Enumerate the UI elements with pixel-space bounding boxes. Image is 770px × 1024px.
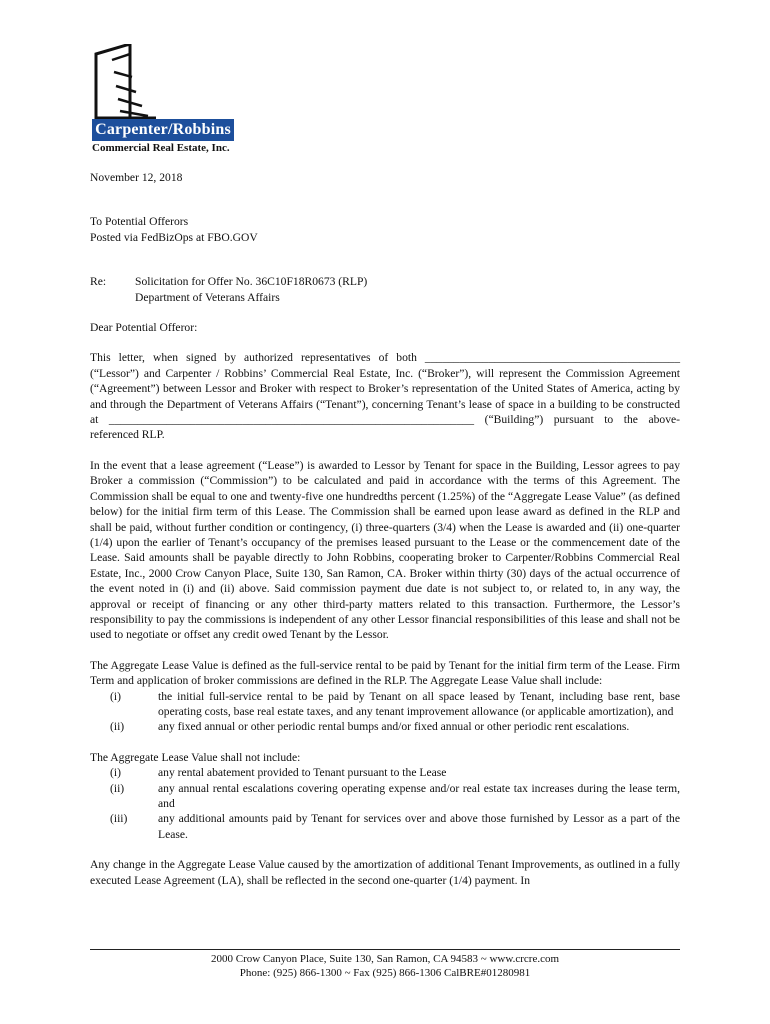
footer-contact: Phone: (925) 866-1300 ~ Fax (925) 866-1306 CalBRE#01280981 (239, 967, 531, 979)
list-text: any fixed annual or other periodic rental bumps and/or fixed annual or other periodic rent escalations. (158, 720, 630, 734)
letter-body (90, 170, 680, 888)
letter-date: November 12, 2018 (90, 171, 183, 184)
logo-brand: Carpenter/Robbins (92, 119, 234, 141)
paragraph-3: The Aggregate Lease Value is defined as the full-service rental to be paid by Tenant for the initial firm term of the Lease. Firm Term and application of broker commissions are defined in the RLP. The Aggregate Lease Value shall include: (90, 658, 680, 688)
page-footer (90, 949, 680, 980)
exclude-item (90, 781, 680, 812)
salutation: Dear Potential Offeror: (90, 321, 198, 335)
footer-address: 2000 Crow Canyon Place, Suite 130, San Ramon, CA 94583 ~ www.crcre.com (210, 953, 560, 965)
building-icon (90, 44, 160, 120)
list-number: (ii) (110, 720, 125, 734)
list-number: (ii) (110, 781, 125, 795)
re-line-2: Department of Veterans Affairs (135, 290, 280, 304)
list-text: any additional amounts paid by Tenant for services over and above those furnished by Lessor as a part of the Lease. (158, 812, 680, 841)
include-item (90, 719, 680, 734)
list-number: (iii) (110, 812, 128, 826)
recipient-line-1: To Potential Offerors (90, 215, 189, 229)
list-number: (i) (110, 689, 121, 703)
list-number: (i) (110, 766, 121, 780)
subject-block (90, 274, 680, 305)
paragraph-4: Any change in the Aggregate Lease Value caused by the amortization of additional Tenant Improvements, as outlined in a fully executed Lease Agreement (LA), shall be reflected in the second one-quarter (1/4) payment. In (90, 858, 680, 887)
exclude-intro: The Aggregate Lease Value shall not include: (90, 750, 301, 764)
logo-subtitle: Commercial Real Estate, Inc. (92, 142, 230, 154)
exclude-item (90, 811, 680, 842)
exclude-item (90, 765, 680, 780)
company-logo (90, 44, 240, 159)
paragraph-2: In the event that a lease agreement (“Lease”) is awarded to Lessor by Tenant for space in the Building, Lessor agrees to pay Broker a commission (“Commission”) to be calculated and paid in accordance with the terms of this Agreement. The Commission shall be equal to one and twenty-five one hundredths percent (1.25%) of the “Aggregate Lease Value” (as defined below) for the initial firm term of this Lease. The Commission shall be earned upon lease award as defined in the RLP and shall be paid, without further condition or contingency, (i) three-quarters (3/4) when the Lease is awarded and (ii) one-quarter (1/4) upon the earlier of Tenant’s occupancy of the premises leased pursuant to the Lease or the commencement date of the Lease. Said amounts shall be payable directly to John Robbins, cooperating broker to Carpenter/Robbins Commercial Real Estate, Inc., 2000 Crow Canyon Place, Suite 130, San Ramon, CA. Broker within thirty (30) days of the actual occurrence of the event noted in (i) and (ii) above. Said commission payment due date is not subject to, or related to, in any way, the approval or receipt of financing or any other third-party matters related to this transaction. Furthermore, the Lessor’s responsibility to pay the commissions is independent of any other Lessor financial responsibilities of this lease and shall not be used to negotiate or offset any credit owed Tenant by the Lessor. (90, 458, 680, 642)
include-item (90, 689, 680, 720)
re-line-1: Solicitation for Offer No. 36C10F18R0673 (RLP) (135, 275, 368, 289)
list-text: any annual rental escalations covering operating expense and/or real estate tax increases during the lease term, and (158, 781, 680, 810)
recipient-line-2: Posted via FedBizOps at FBO.GOV (90, 230, 258, 244)
list-text: the initial full-service rental to be paid by Tenant on all space leased by Tenant, including base rent, base operating costs, base real estate taxes, and any tenant improvement allowance (or applicable amortization), and (158, 689, 680, 718)
re-label: Re: (90, 275, 107, 289)
list-text: any rental abatement provided to Tenant pursuant to the Lease (158, 766, 447, 780)
paragraph-1: This letter, when signed by authorized representatives of both ____________________________________________ (“Lessor”) and Carpenter / Robbins’ Commercial Real Estate, Inc. (“Broker”), will represent the Commission Agreement (“Agreement”) between Lessor and Broker with respect to Broker’s representation of the United States of America, acting by and through the Department of Veterans Affairs (“Tenant”), concerning Tenant’s lease of space in a building to be constructed at _______________________________________________________________ (“Building”) pursuant to the above-referenced RLP. (90, 351, 680, 442)
